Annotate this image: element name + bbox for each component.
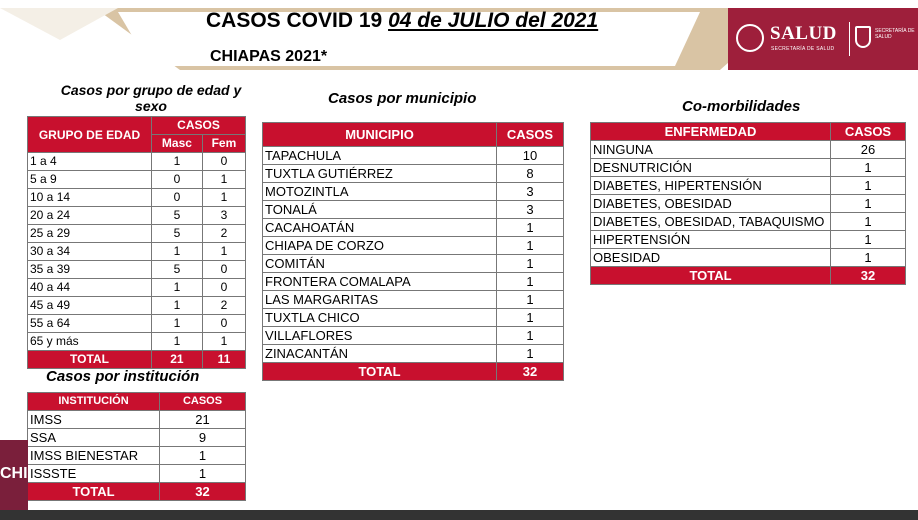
- enfermedad-cell: NINGUNA: [591, 141, 831, 159]
- age-group-cell: 65 y más: [28, 333, 152, 351]
- municipio-cell: FRONTERA COMALAPA: [263, 273, 497, 291]
- comorbidities-table: [590, 122, 906, 285]
- col-municipio: MUNICIPIO: [263, 123, 497, 147]
- table-row: [591, 141, 906, 159]
- col-institucion: INSTITUCIÓN: [28, 393, 160, 411]
- enfermedad-cell: DIABETES, OBESIDAD: [591, 195, 831, 213]
- cases-cell: 1: [497, 327, 564, 345]
- salud-emblem-icon: [736, 24, 764, 52]
- municipio-cell: CACAHOATÁN: [263, 219, 497, 237]
- total-value: 32: [831, 267, 906, 285]
- age-group-cell: 35 a 39: [28, 261, 152, 279]
- masc-cell: 1: [152, 279, 203, 297]
- cases-cell: 1: [831, 213, 906, 231]
- masc-cell: 0: [152, 171, 203, 189]
- fem-cell: 0: [202, 153, 245, 171]
- institucion-cell: ISSSTE: [28, 465, 160, 483]
- chiapas-shield-icon: [855, 26, 871, 48]
- municipio-cell: ZINACANTÁN: [263, 345, 497, 363]
- table-row: [591, 159, 906, 177]
- municipio-cell: TAPACHULA: [263, 147, 497, 165]
- cases-cell: 1: [497, 219, 564, 237]
- table-row: [28, 171, 246, 189]
- cases-cell: 1: [497, 255, 564, 273]
- fem-cell: 1: [202, 243, 245, 261]
- table-row: [591, 195, 906, 213]
- banner-left-shape: [0, 8, 118, 40]
- table-row: [591, 231, 906, 249]
- table-total-row: [28, 351, 246, 369]
- fem-cell: 2: [202, 297, 245, 315]
- cases-cell: 1: [497, 273, 564, 291]
- cases-cell: 1: [497, 291, 564, 309]
- municipio-cell: COMITÁN: [263, 255, 497, 273]
- municipio-cell: TUXTLA CHICO: [263, 309, 497, 327]
- age-group-cell: 1 a 4: [28, 153, 152, 171]
- age-group-cell: 30 a 34: [28, 243, 152, 261]
- age-group-cell: 10 a 14: [28, 189, 152, 207]
- masc-cell: 1: [152, 153, 203, 171]
- col-cases: CASOS: [160, 393, 246, 411]
- table-row: [263, 273, 564, 291]
- col-cases: CASOS: [152, 117, 246, 135]
- comorb-heading: Co-morbilidades: [682, 98, 801, 115]
- table-row: [28, 243, 246, 261]
- cases-cell: 1: [497, 237, 564, 255]
- total-value: 32: [160, 483, 246, 501]
- fem-cell: 0: [202, 261, 245, 279]
- age-group-cell: 20 a 24: [28, 207, 152, 225]
- municipio-heading: Casos por municipio: [328, 90, 477, 107]
- enfermedad-cell: HIPERTENSIÓN: [591, 231, 831, 249]
- chiapas-gov-text: SECRETARÍA DE SALUD: [875, 28, 915, 40]
- table-row: [263, 219, 564, 237]
- table-row: [28, 465, 246, 483]
- cases-cell: 10: [497, 147, 564, 165]
- institucion-cell: IMSS: [28, 411, 160, 429]
- logo-divider: [849, 22, 850, 56]
- table-row: [28, 315, 246, 333]
- table-row: [263, 345, 564, 363]
- cases-cell: 26: [831, 141, 906, 159]
- col-masc: Masc: [152, 135, 203, 153]
- cases-cell: 1: [831, 249, 906, 267]
- masc-cell: 0: [152, 189, 203, 207]
- cases-cell: 1: [497, 309, 564, 327]
- age-sex-table: [27, 116, 246, 369]
- age-group-cell: 5 a 9: [28, 171, 152, 189]
- page-subtitle: CHIAPAS 2021*: [210, 48, 328, 65]
- fem-cell: 2: [202, 225, 245, 243]
- page-title: [206, 9, 598, 33]
- table-total-row: [263, 363, 564, 381]
- title-date: 04 de JULIO del 2021: [388, 9, 599, 32]
- total-label: TOTAL: [28, 351, 152, 369]
- total-fem: 11: [202, 351, 245, 369]
- table-row: [28, 333, 246, 351]
- bottom-bar: [0, 510, 918, 520]
- salud-logo-text: SALUD: [770, 23, 837, 44]
- municipio-cell: CHIAPA DE CORZO: [263, 237, 497, 255]
- table-row: [28, 261, 246, 279]
- masc-cell: 1: [152, 333, 203, 351]
- institucion-heading: Casos por institución: [46, 368, 200, 385]
- table-row: [28, 207, 246, 225]
- cases-cell: 1: [160, 465, 246, 483]
- cases-cell: 8: [497, 165, 564, 183]
- total-value: 32: [497, 363, 564, 381]
- total-label: TOTAL: [28, 483, 160, 501]
- col-enfermedad: ENFERMEDAD: [591, 123, 831, 141]
- total-masc: 21: [152, 351, 203, 369]
- title-prefix: CASOS COVID 19: [206, 9, 383, 32]
- enfermedad-cell: DIABETES, OBESIDAD, TABAQUISMO: [591, 213, 831, 231]
- table-row: [28, 429, 246, 447]
- corner-text: CHI: [0, 465, 28, 482]
- salud-logo: [728, 8, 918, 70]
- table-row: [263, 237, 564, 255]
- municipio-cell: VILLAFLORES: [263, 327, 497, 345]
- cases-cell: 9: [160, 429, 246, 447]
- masc-cell: 1: [152, 315, 203, 333]
- fem-cell: 1: [202, 333, 245, 351]
- table-row: [263, 255, 564, 273]
- total-label: TOTAL: [263, 363, 497, 381]
- cases-cell: 21: [160, 411, 246, 429]
- age-group-cell: 55 a 64: [28, 315, 152, 333]
- table-row: [28, 447, 246, 465]
- age-group-cell: 40 a 44: [28, 279, 152, 297]
- table-row: [28, 279, 246, 297]
- municipio-table: [262, 122, 564, 381]
- masc-cell: 1: [152, 297, 203, 315]
- enfermedad-cell: OBESIDAD: [591, 249, 831, 267]
- municipio-cell: TUXTLA GUTIÉRREZ: [263, 165, 497, 183]
- institucion-cell: IMSS BIENESTAR: [28, 447, 160, 465]
- cases-cell: 1: [160, 447, 246, 465]
- institucion-cell: SSA: [28, 429, 160, 447]
- table-row: [263, 327, 564, 345]
- table-row: [263, 183, 564, 201]
- fem-cell: 1: [202, 171, 245, 189]
- institution-table: [27, 392, 246, 501]
- masc-cell: 5: [152, 261, 203, 279]
- municipio-cell: TONALÁ: [263, 201, 497, 219]
- enfermedad-cell: DIABETES, HIPERTENSIÓN: [591, 177, 831, 195]
- masc-cell: 5: [152, 207, 203, 225]
- table-row: [263, 309, 564, 327]
- table-row: [28, 411, 246, 429]
- table-row: [263, 291, 564, 309]
- col-fem: Fem: [202, 135, 245, 153]
- masc-cell: 1: [152, 243, 203, 261]
- col-cases: CASOS: [831, 123, 906, 141]
- table-row: [591, 249, 906, 267]
- cases-cell: 1: [831, 231, 906, 249]
- masc-cell: 5: [152, 225, 203, 243]
- fem-cell: 0: [202, 315, 245, 333]
- municipio-cell: LAS MARGARITAS: [263, 291, 497, 309]
- table-row: [591, 213, 906, 231]
- table-row: [28, 189, 246, 207]
- table-row: [28, 153, 246, 171]
- total-label: TOTAL: [591, 267, 831, 285]
- table-row: [263, 147, 564, 165]
- cases-cell: 1: [831, 177, 906, 195]
- fem-cell: 1: [202, 189, 245, 207]
- table-total-row: [591, 267, 906, 285]
- cases-cell: 3: [497, 201, 564, 219]
- table-total-row: [28, 483, 246, 501]
- age-group-cell: 25 a 29: [28, 225, 152, 243]
- cases-cell: 3: [497, 183, 564, 201]
- table-row: [591, 177, 906, 195]
- edad-heading: Casos por grupo de edad y sexo: [60, 82, 242, 114]
- age-group-cell: 45 a 49: [28, 297, 152, 315]
- fem-cell: 0: [202, 279, 245, 297]
- fem-cell: 3: [202, 207, 245, 225]
- col-group: GRUPO DE EDAD: [28, 117, 152, 153]
- enfermedad-cell: DESNUTRICIÓN: [591, 159, 831, 177]
- salud-logo-subtext: SECRETARÍA DE SALUD: [771, 46, 835, 52]
- table-row: [28, 225, 246, 243]
- col-cases: CASOS: [497, 123, 564, 147]
- municipio-cell: MOTOZINTLA: [263, 183, 497, 201]
- table-row: [263, 201, 564, 219]
- cases-cell: 1: [831, 159, 906, 177]
- cases-cell: 1: [497, 345, 564, 363]
- table-row: [263, 165, 564, 183]
- cases-cell: 1: [831, 195, 906, 213]
- table-row: [28, 297, 246, 315]
